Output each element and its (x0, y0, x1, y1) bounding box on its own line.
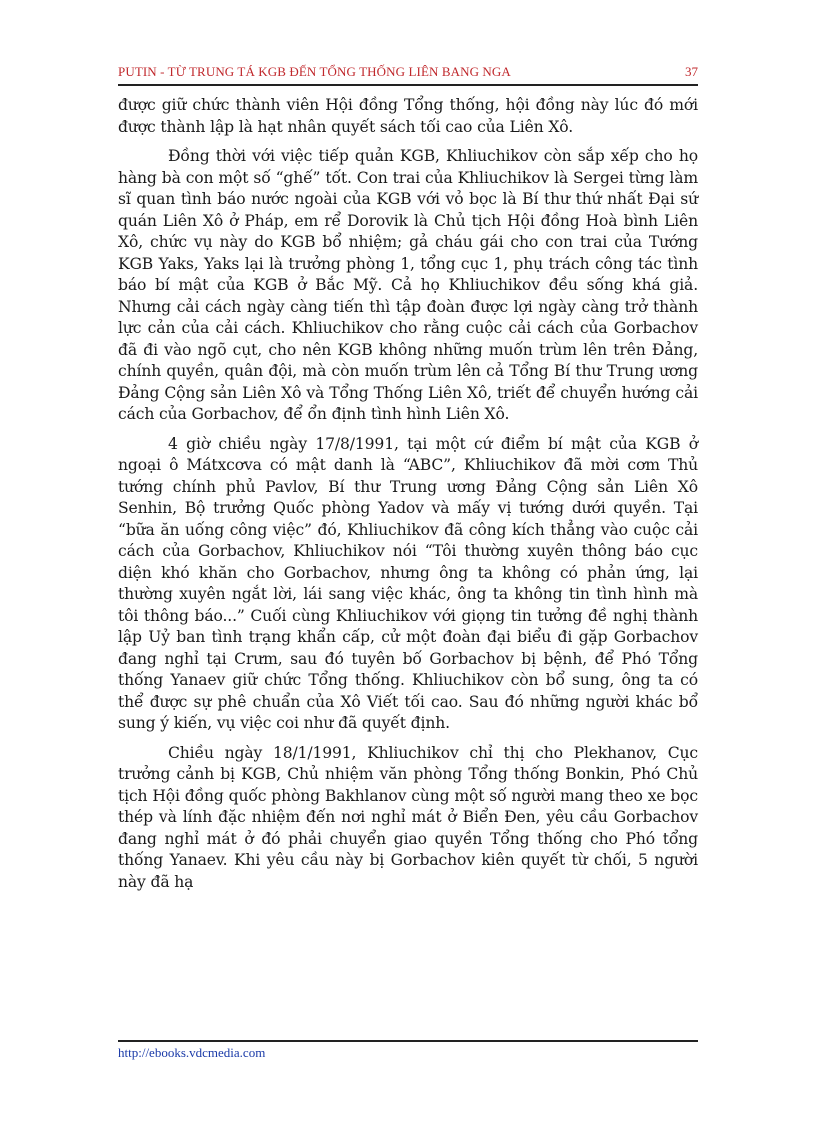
book-title: PUTIN - TỪ TRUNG TÁ KGB ĐẾN TỔNG THỐNG LIÊN BANG NGA (118, 64, 511, 79)
paragraph: 4 giờ chiều ngày 17/8/1991, tại một cứ điểm bí mật của KGB ở ngoại ô Mátxcơva có mật danh là “ABC”, Khliuchikov đã mời cơm Thủ tướng chính phủ Pavlov, Bí thư Trung ương Đảng Cộng sản Liên Xô Senhin, Bộ trưởng Quốc phòng Yadov và mấy vị tướng dưới quyền. Tại “bữa ăn uống công việc” đó, Khliuchikov đã công kích thẳng vào cuộc cải cách của Gorbachov, Khliuchikov nói “Tôi thường xuyên thông báo cục diện khó khăn cho Gorbachov, nhưng ông ta không có phản ứng, lại thường xuyên ngắt lời, lái sang việc khác, ông ta không tin tình hình mà tôi thông báo...” Cuối cùng Khliuchikov với giọng tin tưởng đề nghị thành lập Uỷ ban tình trạng khẩn cấp, cử một đoàn đại biểu đi gặp Gorbachov đang nghỉ tại Crưm, sau đó tuyên bố Gorbachov bị bệnh, để Phó Tổng thống Yanaev giữ chức Tổng thống. Khliuchikov còn bổ sung, ông ta có thể được sự phê chuẩn của Xô Viết tối cao. Sau đó những người khác bổ sung ý kiến, vụ việc coi như đã quyết định. (118, 434, 698, 732)
footer-divider (118, 1040, 698, 1042)
page-header (118, 62, 698, 84)
footer-link[interactable]: http://ebooks.vdcmedia.com (118, 1045, 266, 1060)
paragraph: Chiều ngày 18/1/1991, Khliuchikov chỉ thị cho Plekhanov, Cục trưởng cảnh bị KGB, Chủ nhiệm văn phòng Tổng thống Bonkin, Phó Chủ tịch Hội đồng quốc phòng Bakhlanov cùng một số người mang theo xe bọc thép và lính đặc nhiệm đến nơi nghỉ mát ở Biển Đen, yêu cầu Gorbachov đang nghỉ mát ở đó phải chuyển giao quyền Tổng thống cho Phó tổng thống Yanaev. Khi yêu cầu này bị Gorbachov kiên quyết từ chối, 5 người này đã hạ (118, 743, 698, 891)
header-divider (118, 84, 698, 86)
page-number: 37 (685, 64, 698, 79)
paragraph: Đồng thời với việc tiếp quản KGB, Khliuchikov còn sắp xếp cho họ hàng bà con một số “ghế” tốt. Con trai của Khliuchikov là Sergei từng làm sĩ quan tình báo nước ngoài của KGB với vỏ bọc là Bí thư thứ nhất Đại sứ quán Liên Xô ở Pháp, em rể Dorovik là Chủ tịch Hội đồng Hoà bình Liên Xô, chức vụ này do KGB bổ nhiệm; gả cháu gái cho con trai của Tướng KGB Yaks, Yaks lại là trưởng phòng 1, tổng cục 1, phụ trách công tác tình báo bí mật của KGB ở Bắc Mỹ. Cả họ Khliuchikov đều sống khá giả. Nhưng cải cách ngày càng tiến thì tập đoàn được lợi ngày càng trở thành lực cản của cải cách. Khliuchikov cho rằng cuộc cải cách của Gorbachov đã đi vào ngõ cụt, cho nên KGB không những muốn trùm lên trên Đảng, chính quyền, quân đội, mà còn muốn trùm lên cả Tổng Bí thư Trung ương Đảng Cộng sản Liên Xô và Tổng Thống Liên Xô, triết để chuyển hướng cải cách của Gorbachov, để ổn định tình hình Liên Xô. (118, 147, 698, 423)
page-body (118, 95, 698, 901)
paragraph-continuation: được giữ chức thành viên Hội đồng Tổng thống, hội đồng này lúc đó mới được thành lập là hạt nhân quyết sách tối cao của Liên Xô. (118, 96, 698, 136)
